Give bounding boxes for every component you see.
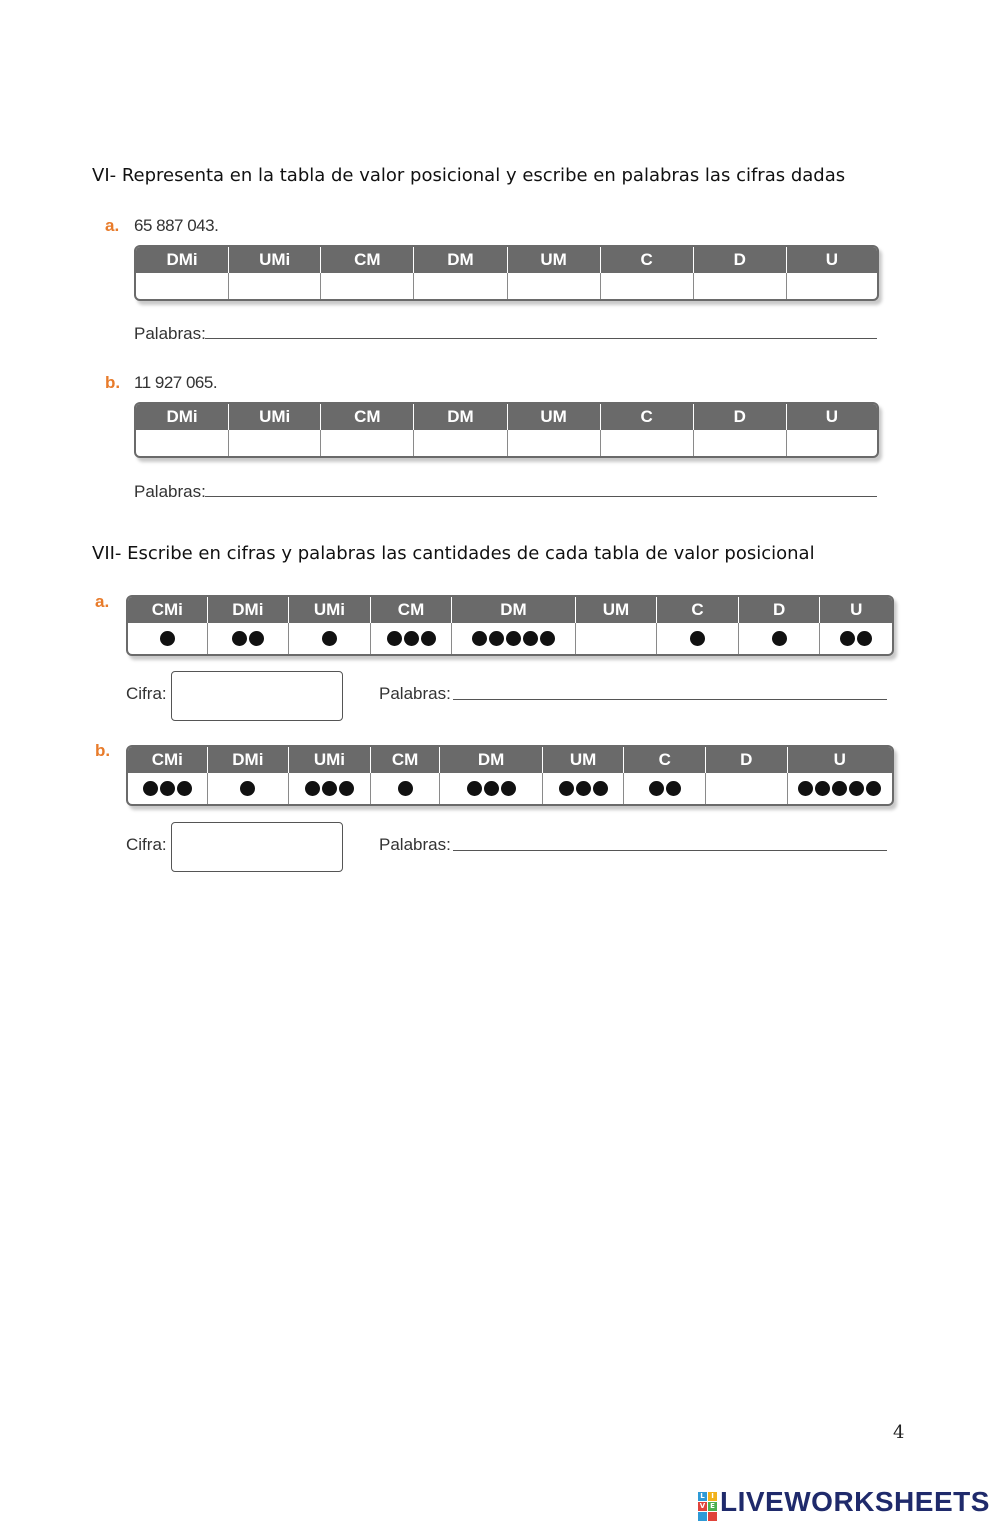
dots-cell-d	[739, 623, 821, 654]
counter-dot	[866, 781, 881, 796]
counter-dot	[857, 631, 872, 646]
answer-cell-um[interactable]	[508, 430, 601, 456]
counter-dot	[649, 781, 664, 796]
dots-cell-cm	[371, 623, 453, 654]
item-letter: b.	[105, 373, 121, 392]
counter-dot	[387, 631, 402, 646]
counter-dot	[798, 781, 813, 796]
palabras-answer-line[interactable]	[205, 338, 877, 339]
table-dots-row	[128, 623, 892, 654]
column-header-u: U	[850, 600, 863, 619]
dots-cell-dmi	[208, 623, 290, 654]
palabras-label: Palabras:	[379, 684, 451, 703]
brand-logo-icon	[698, 1492, 717, 1521]
counter-dot	[489, 631, 504, 646]
answer-cell-d[interactable]	[694, 273, 787, 299]
counter-dot	[690, 631, 705, 646]
column-header-umi: UMi	[289, 597, 371, 623]
dots-cell-u	[820, 623, 892, 654]
column-header-d: D	[739, 597, 821, 623]
column-header-um: UM	[576, 597, 658, 623]
counter-dot	[421, 631, 436, 646]
column-header-umi: UMi	[229, 247, 321, 273]
answer-cell-cm[interactable]	[321, 430, 414, 456]
column-header-d: D	[694, 247, 787, 273]
column-header-cmi: CMi	[128, 597, 208, 623]
table-input-row	[136, 273, 877, 299]
dots-cell-c	[657, 623, 739, 654]
cifra-label: Cifra:	[126, 684, 167, 703]
column-header-um: UM	[508, 404, 601, 430]
palabras-answer-line[interactable]	[205, 496, 877, 497]
column-header-um: UM	[543, 747, 625, 773]
counter-dot	[467, 781, 482, 796]
counter-dot	[339, 781, 354, 796]
answer-cell-d[interactable]	[694, 430, 787, 456]
place-value-table	[134, 245, 879, 301]
dots-cell-umi	[289, 623, 371, 654]
item-letter: a.	[95, 592, 110, 611]
logo-tile: L	[698, 1492, 707, 1501]
counter-dot	[404, 631, 419, 646]
answer-cell-um[interactable]	[508, 273, 601, 299]
counter-dot	[322, 631, 337, 646]
dots-cell-dmi	[208, 773, 290, 804]
column-header-cm: CM	[321, 404, 414, 430]
column-header-d: D	[694, 404, 787, 430]
table-header-row	[128, 597, 892, 623]
counter-dot	[666, 781, 681, 796]
counter-dot	[160, 631, 175, 646]
answer-cell-dm[interactable]	[414, 430, 507, 456]
answer-cell-u[interactable]	[787, 273, 877, 299]
counter-dot	[249, 631, 264, 646]
column-header-cm: CM	[371, 747, 441, 773]
column-header-u: U	[825, 407, 839, 426]
answer-cell-dm[interactable]	[414, 273, 507, 299]
column-header-dmi: DMi	[208, 747, 290, 773]
column-header-cmi: CMi	[128, 747, 208, 773]
counter-dot	[593, 781, 608, 796]
column-header-u: U	[833, 750, 846, 769]
counter-dot	[815, 781, 830, 796]
logo-tile: E	[708, 1502, 717, 1511]
cifra-label: Cifra:	[126, 835, 167, 854]
counter-dot	[305, 781, 320, 796]
column-header-dm: DM	[414, 247, 507, 273]
column-header-dm: DM	[414, 404, 507, 430]
brand-logo	[698, 1486, 990, 1521]
section-7-title: VII- Escribe en cifras y palabras las cantidades de cada tabla de valor posicional	[92, 543, 815, 564]
answer-cell-umi[interactable]	[229, 430, 321, 456]
counter-dot	[240, 781, 255, 796]
given-number: 11 927 065.	[134, 373, 218, 392]
counter-dot	[322, 781, 337, 796]
counter-dot	[177, 781, 192, 796]
page-number: 4	[893, 1422, 905, 1443]
column-header-dm: DM	[452, 597, 575, 623]
counter-dot	[576, 781, 591, 796]
cifra-input-box[interactable]	[171, 822, 343, 872]
counter-dot	[840, 631, 855, 646]
column-header-dmi: DMi	[208, 597, 290, 623]
column-header-u: U	[825, 250, 839, 269]
answer-cell-u[interactable]	[787, 430, 877, 456]
dots-cell-umi	[289, 773, 371, 804]
place-value-table	[126, 745, 894, 806]
place-value-table	[126, 595, 894, 656]
table-header-row	[128, 747, 892, 773]
logo-tile: I	[708, 1492, 717, 1501]
item-letter: b.	[95, 741, 111, 760]
palabras-answer-line[interactable]	[453, 850, 887, 851]
column-header-dm: DM	[440, 747, 542, 773]
given-number: 65 887 043.	[134, 216, 219, 235]
cifra-input-box[interactable]	[171, 671, 343, 721]
column-header-c: C	[624, 747, 706, 773]
dots-cell-um	[576, 623, 658, 654]
dots-cell-um	[543, 773, 625, 804]
answer-cell-c[interactable]	[601, 430, 694, 456]
counter-dot	[540, 631, 555, 646]
dots-cell-u	[788, 773, 892, 804]
item-letter: a.	[105, 216, 120, 235]
column-header-c: C	[601, 404, 694, 430]
column-header-c: C	[657, 597, 739, 623]
column-header-dmi: DMi	[136, 404, 229, 430]
logo-tile	[708, 1512, 717, 1521]
column-header-umi: UMi	[229, 404, 321, 430]
brand-text: LIVEWORKSHEETS	[720, 1486, 990, 1517]
column-header-um: UM	[508, 247, 601, 273]
place-value-table	[134, 402, 879, 458]
palabras-label: Palabras:	[134, 482, 206, 501]
counter-dot	[398, 781, 413, 796]
column-header-dmi: DMi	[136, 247, 229, 273]
column-header-cm: CM	[371, 597, 453, 623]
column-header-cm: CM	[321, 247, 414, 273]
counter-dot	[484, 781, 499, 796]
counter-dot	[472, 631, 487, 646]
answer-cell-dmi[interactable]	[136, 273, 229, 299]
dots-cell-c	[624, 773, 706, 804]
column-header-d: D	[706, 747, 788, 773]
table-input-row	[136, 430, 877, 456]
counter-dot	[772, 631, 787, 646]
column-header-c: C	[601, 247, 694, 273]
table-header-row	[136, 404, 877, 430]
palabras-label: Palabras:	[379, 835, 451, 854]
counter-dot	[232, 631, 247, 646]
palabras-label: Palabras:	[134, 324, 206, 343]
counter-dot	[559, 781, 574, 796]
palabras-answer-line[interactable]	[453, 699, 887, 700]
dots-cell-d	[706, 773, 788, 804]
counter-dot	[849, 781, 864, 796]
answer-cell-umi[interactable]	[229, 273, 321, 299]
counter-dot	[506, 631, 521, 646]
dots-cell-dm	[452, 623, 575, 654]
counter-dot	[160, 781, 175, 796]
counter-dot	[832, 781, 847, 796]
dots-cell-cm	[371, 773, 441, 804]
dots-cell-cmi	[128, 773, 208, 804]
counter-dot	[523, 631, 538, 646]
dots-cell-cmi	[128, 623, 208, 654]
counter-dot	[501, 781, 516, 796]
answer-cell-cm[interactable]	[321, 273, 414, 299]
column-header-umi: UMi	[289, 747, 371, 773]
dots-cell-dm	[440, 773, 542, 804]
table-dots-row	[128, 773, 892, 804]
answer-cell-dmi[interactable]	[136, 430, 229, 456]
answer-cell-c[interactable]	[601, 273, 694, 299]
logo-tile: V	[699, 1502, 706, 1510]
counter-dot	[143, 781, 158, 796]
table-header-row	[136, 247, 877, 273]
section-6-title: VI- Representa en la tabla de valor posicional y escribe en palabras las cifras dadas	[92, 165, 846, 186]
logo-tile	[698, 1512, 707, 1521]
